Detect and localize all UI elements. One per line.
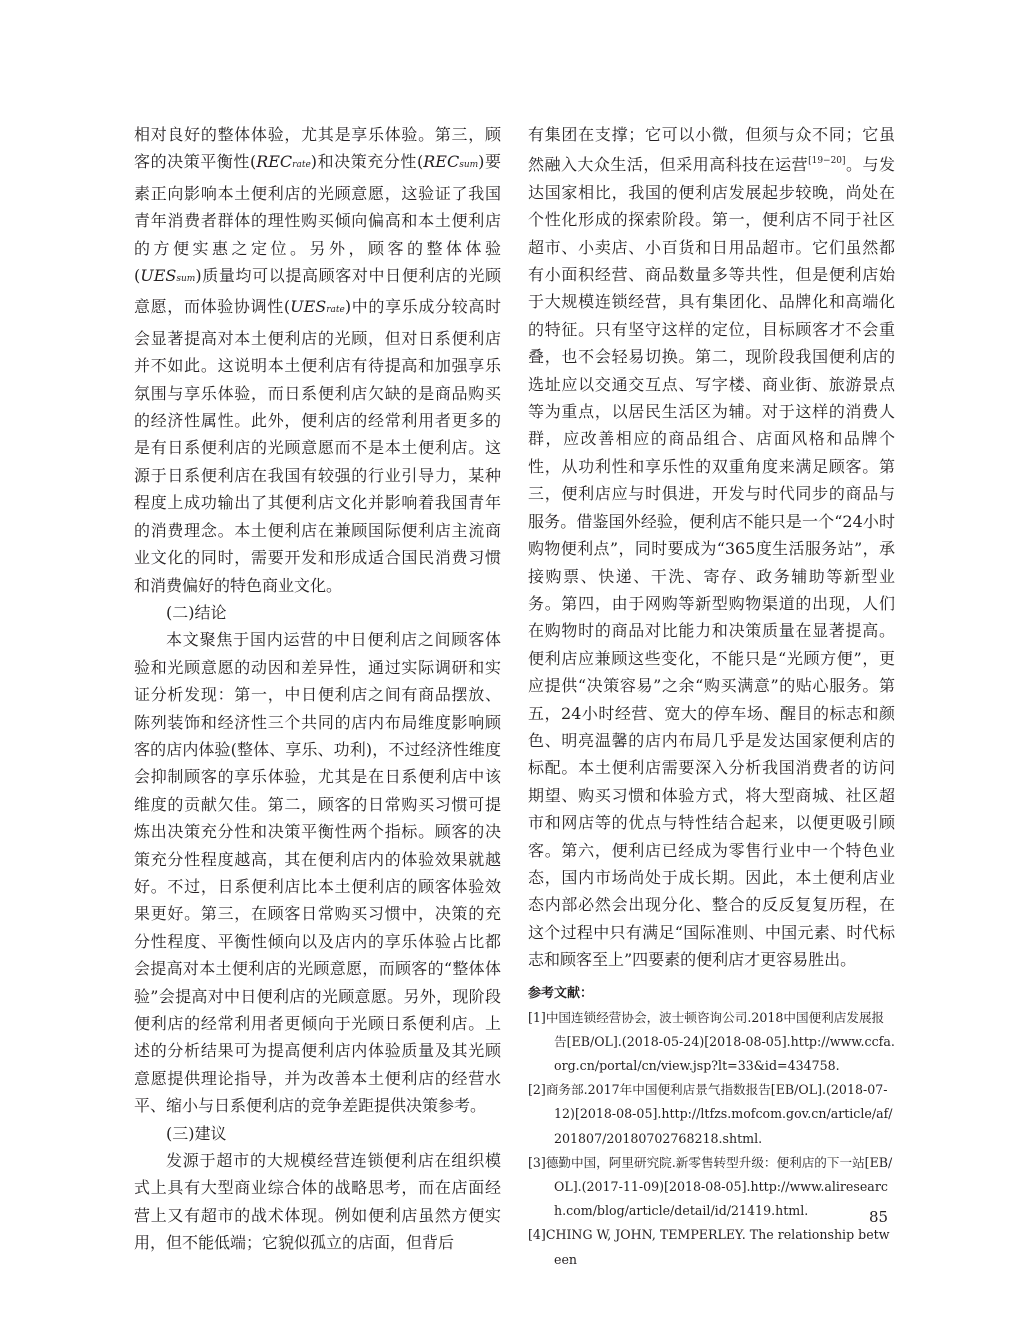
reference-item: [1]中国连锁经营协会，波士顿咨询公司.2018中国便利店发展报告[EB/OL].(2018-05-24)[2018-08-05].http://www.ccfa.org.cn/portal/cn/view.jsp?lt=33&id=434758. (528, 1009, 895, 1073)
section-heading-conclusion: (二)结论 (166, 602, 227, 622)
page-number: 85 (869, 1208, 889, 1226)
ues-rate-symbol: UES (290, 297, 327, 317)
left-paragraph-1: 相对良好的整体体验，尤其是享乐体验。第三，顾客的决策平衡性(RECrate)和决策充分性(RECsum)要素正向影响本土便利店的光顾意愿，这验证了我国青年消费者群体的理性购买倾向偏高和本土便利店的方便实惠之定位。另外，顾客的整体体验(UESsum)质量均可以提高顾客对中日便利店的光顾意愿，而体验协调性(UESrate)中的享乐成分较高时会显著提高对本土便利店的光顾，但对日系便利店并不如此。这说明本土便利店有待提高和加强享乐氛围与享乐体验，而日系便利店欠缺的是商品购买的经济性属性。此外，便利店的经常利用者更多的是有日系便利店的光顾意愿而不是本土便利店。这源于日系便利店在我国有较强的行业引导力，某种程度上成功输出了其便利店文化并影响着我国青年的消费理念。本土便利店在兼顾国际便利店主流商业文化的同时，需要开发和形成适合国民消费习惯和消费偏好的特色商业文化。 (134, 125, 501, 595)
ues-sum-symbol: UES (140, 266, 177, 286)
citation: [19−20] (808, 156, 846, 167)
section-heading-suggestions: (三)建议 (166, 1123, 227, 1143)
left-column (134, 121, 501, 1257)
right-paragraph-1: 有集团在支撑；它可以小微，但须与众不同；它虽然融入大众生活，但采用高科技在运营[19−20]。与发达国家相比，我国的便利店发展起步较晚，尚处在个性化形成的探索阶段。第一，便利店不同于社区超市、小卖店、小百货和日用品超市。它们虽然都有小面积经营、商品数量多等共性，但是便利店始于大规模连锁经营，具有集团化、品牌化和高端化的特征。只有坚守这样的定位，目标顾客才不会重叠，也不会轻易切换。第二，现阶段我国便利店的选址应以交通交互点、写字楼、商业街、旅游景点等为重点，以居民生活区为辅。对于这样的消费人群，应改善相应的商品组合、店面风格和品牌个性，从功利性和享乐性的双重角度来满足顾客。第三，便利店应与时俱进，开发与时代同步的商品与服务。借鉴国外经验，便利店不能只是一个“24小时购物便利点”，同时要成为“365度生活服务站”，承接购票、快递、干洗、寄存、政务辅助等新型业务。第四，由于网购等新型购物渠道的出现，人们在购物时的商品对比能力和决策质量在显著提高。便利店应兼顾这些变化，不能只是“光顾方便”，更应提供“决策容易”之余“购买满意”的贴心服务。第五，24小时经营、宽大的停车场、醒目的标志和颜色、明亮温馨的店内布局几乎是发达国家便利店的标配。本土便利店需要深入分析我国消费者的访问期望、购买习惯和体验方式，将大型商城、社区超市和网店等的优点与特性结合起来，以便更吸引顾客。第六，便利店已经成为零售行业中一个特色业态，国内市场尚处于成长期。因此，本土便利店业态内部必然会出现分化、整合的反反复复历程，在这个过程中只有满足“国际准则、中国元素、时代标志和顾客至上”四要素的便利店才更容易胜出。 (528, 125, 895, 970)
reference-list (528, 1006, 895, 1272)
left-paragraph-2: 本文聚焦于国内运营的中日便利店之间顾客体验和光顾意愿的动因和差异性，通过实际调研和实证分析发现：第一，中日便利店之间有商品摆放、陈列装饰和经济性三个共同的店内布局维度影响顾客的店内体验(整体、享乐、功利)，不过经济性维度会抑制顾客的享乐体验，尤其是在日系便利店中该维度的贡献欠佳。第二，顾客的日常购买习惯可提炼出决策充分性和决策平衡性两个指标。顾客的决策充分性程度越高，其在便利店内的体验效果就越好。不过，日系便利店比本土便利店的顾客体验效果更好。第三，在顾客日常购买习惯中，决策的充分性程度、平衡性倾向以及店内的享乐体验占比都会提高对本土便利店的光顾意愿，而顾客的“整体体验”会提高对中日便利店的光顾意愿。另外，现阶段便利店的经常利用者更倾向于光顾日系便利店。上述的分析结果可为提高便利店内体验质量及其光顾意愿提供理论指导，并为改善本土便利店的经营水平、缩小与日系便利店的竞争差距提供决策参考。 (134, 630, 501, 1116)
reference-item: [4]CHING W, JOHN, TEMPERLEY. The relationship between (528, 1227, 890, 1267)
reference-item: [3]德勤中国，阿里研究院.新零售转型升级：便利店的下一站[EB/OL].(2017-11-09)[2018-08-05].http://www.aliresearch.com/blog/article/detail/id/21419.html. (528, 1154, 893, 1219)
reference-item: [2]商务部.2017年中国便利店景气指数报告[EB/OL].(2018-07-12)[2018-08-05].http://ltfzs.mofcom.gov.cn/article/af/201807/20180702768218.shtml. (528, 1082, 893, 1146)
left-paragraph-3: 发源于超市的大规模经营连锁便利店在组织模式上具有大型商业综合体的战略思考，而在店面经营上又有超市的战术体现。例如便利店虽然方便实用，但不能低端；它貌似孤立的店面，但背后 (134, 1151, 501, 1253)
right-column (528, 121, 895, 1272)
references-heading: 参考文献： (528, 985, 594, 1001)
rec-rate-symbol: REC (256, 152, 293, 172)
rec-sum-symbol: REC (423, 152, 460, 172)
